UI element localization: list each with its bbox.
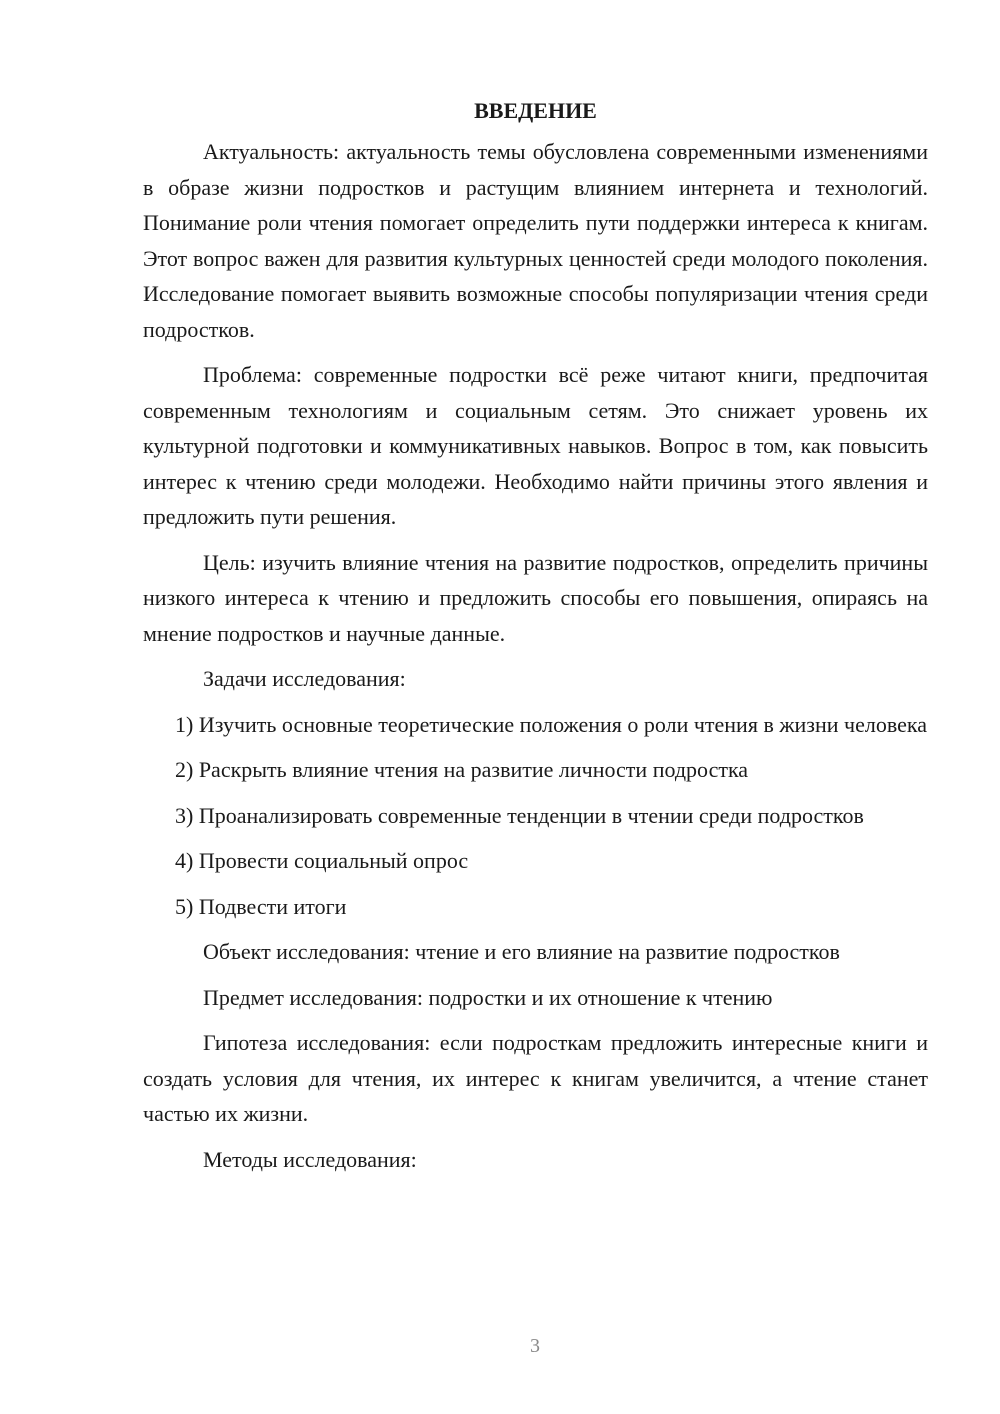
paragraph-goal: Цель: изучить влияние чтения на развитие подростков, определить причины низкого интереса к чтению и предложить способы его повышения, опираясь на мнение подростков и научные данные. xyxy=(143,549,928,646)
task-item-1: 1) Изучить основные теоретические положения о роли чтения в жизни человека xyxy=(175,711,927,737)
paragraph-relevance: Актуальность: актуальность темы обусловлена современными изменениями в образе жизни подростков и растущим влиянием интернета и технологий. Понимание роли чтения помогает определить пути поддержки интереса к книгам. Этот вопрос важен для развития культурных ценностей среди молодого поколения. Исследование помогает выявить возможные способы популяризации чтения среди подростков. xyxy=(143,139,928,342)
task-item-2: 2) Раскрыть влияние чтения на развитие личности подростка xyxy=(175,757,749,782)
tasks-heading: Задачи исследования: xyxy=(203,666,406,691)
methods-heading: Методы исследования: xyxy=(203,1146,417,1172)
paragraph-object: Объект исследования: чтение и его влияние на развитие подростков xyxy=(203,939,840,964)
paragraph-problem: Проблема: современные подростки всё реже читают книги, предпочитая современным технологиям и социальным сетям. Это снижает уровень их культурной подготовки и коммуникативных навыков. Вопрос в том, как повысить интерес к чтению среди молодежи. Необходимо найти причины этого явления и предложить пути решения. xyxy=(143,362,928,529)
task-item-4: 4) Провести социальный опрос xyxy=(175,848,469,873)
task-item-3: 3) Проанализировать современные тенденции в чтении среди подростков xyxy=(175,802,864,828)
paragraph-hypothesis: Гипотеза исследования: если подросткам предложить интересные книги и создать условия для чтения, их интерес к книгам увеличится, а чтение станет частью их жизни. xyxy=(143,1030,928,1126)
page-content xyxy=(143,96,928,1187)
paragraph-subject: Предмет исследования: подростки и их отношение к чтению xyxy=(203,984,773,1010)
page-number: 3 xyxy=(530,1335,540,1357)
task-item-5: 5) Подвести итоги xyxy=(175,893,347,919)
section-heading: ВВЕДЕНИЕ xyxy=(474,98,597,123)
